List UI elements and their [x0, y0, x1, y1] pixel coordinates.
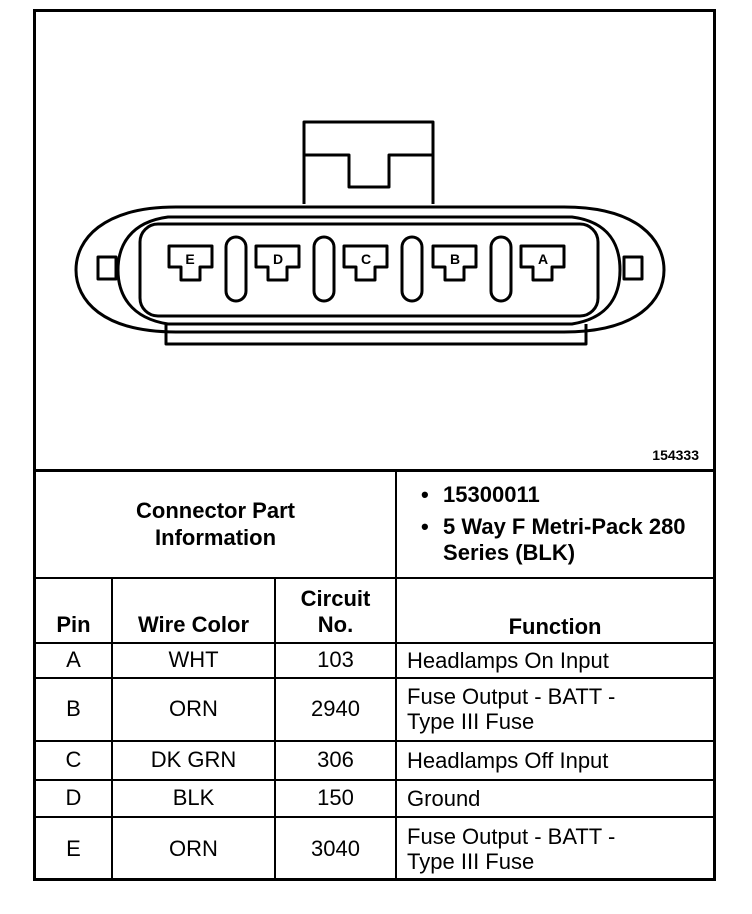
function-line1: Fuse Output - BATT - — [407, 684, 616, 709]
table-row — [36, 741, 713, 780]
cavity-label-e: E — [185, 251, 195, 267]
function-line1: Headlamps On Input — [407, 647, 609, 673]
wire-color-cell: DK GRN — [112, 741, 275, 780]
connector-info-row — [36, 471, 713, 578]
table-row — [36, 780, 713, 817]
separator — [402, 237, 422, 301]
circuit-cell: 103 — [275, 643, 396, 678]
header-wire-color: Wire Color — [112, 578, 275, 643]
connector-info-label-line1: Connector Part — [136, 498, 295, 524]
function-cell — [396, 643, 713, 678]
header-circuit-line2: No. — [317, 611, 354, 637]
connector-description-line1: • 5 Way F Metri-Pack 280 — [443, 514, 686, 540]
function-line1: Fuse Output - BATT - — [407, 823, 616, 849]
header-pin: Pin — [36, 578, 112, 643]
pin-cell: E — [36, 817, 112, 880]
wire-color-cell: ORN — [112, 817, 275, 880]
connector-diagram — [36, 12, 713, 468]
function-cell — [396, 678, 713, 741]
separator — [226, 237, 246, 301]
header-circuit-line1: Circuit — [300, 585, 371, 611]
connector-drawing — [36, 12, 713, 468]
connector-sheet — [33, 9, 716, 881]
right-latch — [624, 257, 642, 279]
part-number: • 15300011 — [443, 482, 713, 508]
table-row — [36, 643, 713, 678]
separator — [314, 237, 334, 301]
function-line1: Headlamps Off Input — [407, 747, 609, 773]
cavity-label-c: C — [360, 251, 372, 267]
connector-description-line2: Series (BLK) — [443, 540, 576, 566]
left-latch — [98, 257, 116, 279]
pin-cell: B — [36, 678, 112, 741]
circuit-cell: 3040 — [275, 817, 396, 880]
table-row — [36, 678, 713, 741]
connector-info-label-line2: Information — [155, 525, 277, 551]
wire-color-cell: WHT — [112, 643, 275, 678]
connector-shroud-inner — [118, 217, 620, 324]
function-cell — [396, 741, 713, 780]
cavity-face — [140, 224, 598, 316]
function-cell — [396, 817, 713, 880]
circuit-cell: 306 — [275, 741, 396, 780]
pin-cell: C — [36, 741, 112, 780]
function-line2: Type III Fuse — [407, 848, 535, 874]
locking-tab — [304, 122, 433, 204]
diagram-id: 154333 — [652, 447, 699, 463]
connector-table — [36, 469, 713, 880]
connector-shroud-outer — [76, 207, 664, 332]
cavity-label-b: B — [449, 251, 461, 267]
locking-tab-notch — [304, 155, 433, 187]
cavity-label-a: A — [537, 251, 549, 267]
circuit-cell: 2940 — [275, 678, 396, 741]
function-line2: Type III Fuse — [407, 709, 535, 734]
connector-description — [443, 514, 713, 566]
wire-color-cell: BLK — [112, 780, 275, 817]
pin-cell: A — [36, 643, 112, 678]
function-line1: Ground — [407, 785, 481, 811]
connector-info-details — [396, 471, 713, 578]
pin-cell: D — [36, 780, 112, 817]
connector-lower-rail — [166, 324, 586, 344]
header-function: Function — [396, 578, 713, 643]
header-row — [36, 578, 713, 643]
circuit-cell: 150 — [275, 780, 396, 817]
wire-color-cell: ORN — [112, 678, 275, 741]
separator — [491, 237, 511, 301]
connector-info-label — [36, 471, 396, 578]
header-circuit — [275, 578, 396, 643]
table-row — [36, 817, 713, 880]
function-cell — [396, 780, 713, 817]
cavity-label-d: D — [272, 251, 284, 267]
